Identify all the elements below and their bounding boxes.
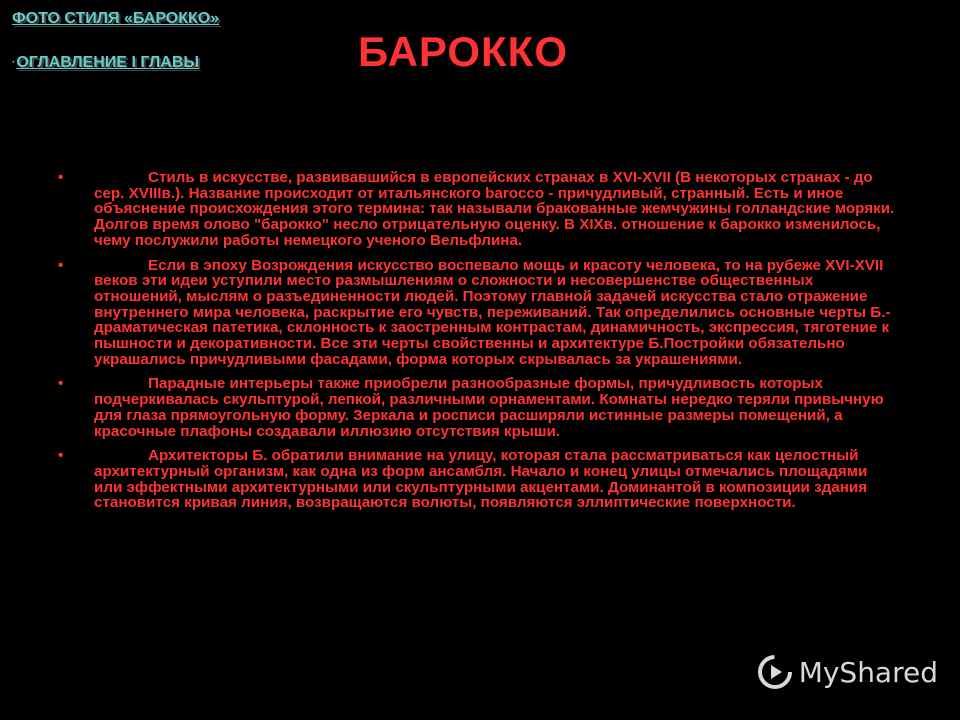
watermark-text: MyShared xyxy=(798,655,938,689)
toc-link-wrapper xyxy=(12,54,199,72)
toc-bullet: · xyxy=(12,57,16,69)
list-item xyxy=(58,170,898,249)
myshared-logo-icon xyxy=(755,652,795,692)
bullet: • xyxy=(58,169,64,186)
paragraph-text: Парадные интерьеры также приобрели разнообразные формы, причудливость которых подчеркивалась скульптурой, лепкой, различными орнаментами. Комнаты нередко теряли привычную для глаза прямоугольную форму. Зеркала и росписи расширяли истинные размеры помещений, а красочные плафоны создавали иллюзию отсутствия крыши. xyxy=(94,375,884,440)
list-item xyxy=(58,258,898,368)
bullet: • xyxy=(58,256,64,274)
bullet: • xyxy=(58,447,64,465)
paragraph-text: Стиль в искусстве, развивавшийся в европейских странах в XVI-XVII (В некоторых странах - до сер. XVIIIв.). Название происходит от итальянского barocco - причудливый, странный. Есть и иное объяснение происхождения этого термина: так называли бракованные жемчужины голландские моряки. Долгов время олово "барокко" несло отрицательную оценку. В XIXв. отношение к барокко изменилось, чему послужили работы немецкого ученого Вельфлина. xyxy=(94,169,895,249)
watermark xyxy=(755,652,938,692)
photo-style-link[interactable]: ФОТО СТИЛЯ «БАРОККО» xyxy=(12,10,220,27)
content-list xyxy=(58,170,898,520)
paragraph-text: Если в эпоху Возрождения искусство воспевало мощь и красоту человека, то на рубеже XVI-XVII веков эти идеи уступили место размышлениям о сложности и несовершенстве общественных отношений, мыслям о разъединенности людей. Поэтому главной задачей искусства стало отражение внутреннего мира человека, раскрытие его чувств, переживаний. Так определились основные черты Б.- драматическая патетика, склонность к заостренным контрастам, динамичность, экспрессия, тяготение к пышности и декоративности. Все эти черты свойственны и архитектуре Б.Постройки обязательно украшались причудливыми фасадами, форма которых скрывалась за украшениями. xyxy=(94,256,891,368)
list-item xyxy=(58,376,898,439)
list-item xyxy=(58,448,898,511)
page-title: БАРОККО xyxy=(358,28,568,75)
bullet: • xyxy=(58,375,64,393)
toc-link[interactable]: ОГЛАВЛЕНИЕ I ГЛАВЫ xyxy=(16,54,200,71)
paragraph-text: Архитекторы Б. обратили внимание на улицу, которая стала рассматриваться как целостный архитектурный организм, как одна из форм ансамбля. Начало и конец улицы отмечались площадями или эффектными архитектурными или скульптурными акцентами. Доминантой в композиции здания становится кривая линия, возвращаются волюты, появляются эллиптические поверхности. xyxy=(94,447,868,512)
